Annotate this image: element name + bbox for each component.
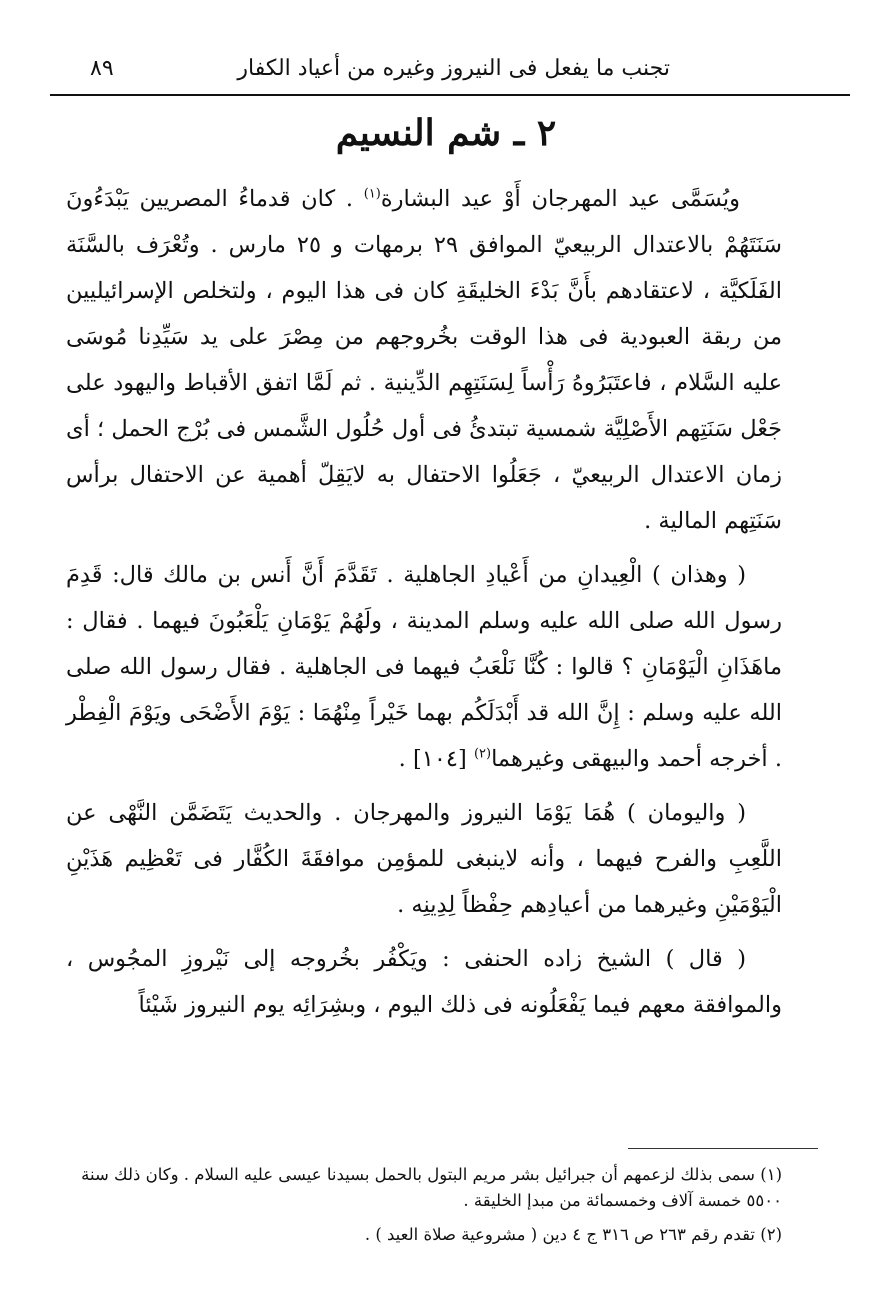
- paragraph: [66, 936, 782, 1028]
- paragraph-text: ( وهذان ) الْعِيدانِ من أَعْيادِ الجاهلية . تَقَدَّمَ أَنَّ أَنس بن مالك قال: قَدِمَ رسول الله صلى الله عليه وسلم المدينة ، ولَهُمْ يَوْمَانِ يَلْعَبُونَ فيهما . فقال : ماهَذَانِ الْيَوْمَانِ ؟ قالوا : كُنَّا نَلْعَبُ فيهما فى الجاهلية . فقال رسول الله صلى الله عليه وسلم : إِنَّ الله قد أَبْدَلَكُم بهما خَيْراً مِنْهُمَا : يَوْمَ الأَضْحَى ويَوْمَ الْفِطْر . أخرجه أحمد والبيهقى وغيرهما: [66, 562, 782, 772]
- running-title: تجنب ما يفعل فى النيروز وغيره من أعياد الكفار: [237, 56, 670, 81]
- running-header: [50, 54, 850, 96]
- paragraph: [66, 790, 782, 928]
- footnotes: [66, 1162, 782, 1256]
- paragraph-text: . كان قدماءُ المصريين يَبْدَءُونَ سَنَتَهُمْ بالاعتدال الربيعيّ الموافق ٢٩ برمهات و ٢٥ مارس . وتُعْرَف بالسَّنَة الفَلَكيَّة ، لاعتقادهم بأَنَّ بَدْءَ الخليقَةِ كان فى هذا اليوم ، ولتخلص الإسرائيليين من ربقة العبودية فى هذا الوقت بخُروجهم من مِصْرَ على يد سَيِّدِنا مُوسَى عليه السَّلام ، فاعتَبَرُوهُ رَأْساً لِسَنَتِهِم الدِّينية . ثم لَمَّا اتفق الأقباط واليهود على جَعْل سَنَتِهم الأَصْلِيَّة شمسية تبتدئُ فى أول حُلُول الشَّمس فى بُرْج الحمل ؛ أى زمان الاعتدال الربيعيّ ، جَعَلُوا الاحتفال به لايَقِلّ أهمية عن الاحتفال برأس سَنَتِهم المالية .: [66, 186, 782, 534]
- paragraph-text: ( واليومان ) هُمَا يَوْمَا النيروز والمهرجان . والحديث يَتَضَمَّن النَّهْى عن اللَّعِبِ والفرح فيهما ، وأنه لاينبغى للمؤمِن موافقَةَ الكُفَّار فى تَعْظِيم هَذَيْنِ الْيَوْمَيْنِ وغيرهما من أعيادِهم حِفْظاً لِدِينِه .: [66, 800, 782, 918]
- footnote-reference: (١): [363, 186, 381, 202]
- paragraph: [66, 176, 782, 544]
- footnote: (٢) تقدم رقم ٢٦٣ ص ٣١٦ ج ٤ دين ( مشروعية صلاة العيد ) .: [364, 1225, 782, 1244]
- page-number: ٨٩: [90, 56, 114, 81]
- section-title: ٢ ـ شم النسيم: [335, 112, 557, 154]
- paragraph-text: ويُسَمَّى عيد المهرجان أَوْ عيد البشارة: [380, 186, 740, 212]
- paragraph: [66, 552, 782, 782]
- paragraph-text: ( قال ) الشيخ زاده الحنفى : ويَكْفُر بخُروجه إلى نَيْروزِ المجُوس ، والموافقة معهم فيما يَفْعَلُونه فى ذلك اليوم ، وبشِرَائِه يوم النيروز شَيْئاً: [66, 946, 782, 1018]
- footnote-divider: [628, 1148, 818, 1149]
- footnote: (١) سمى بذلك لزعمهم أن جبرائيل بشر مريم البتول بالحمل بسيدنا عيسى عليه السلام . وكان ذلك سنة ٥٥٠٠ خمسة آلاف وخمسمائة من مبدإ الخليقة .: [81, 1165, 782, 1210]
- paragraph-text: [١٠٤] .: [398, 746, 474, 772]
- footnote-reference: (٢): [473, 746, 492, 762]
- body-text: [66, 176, 782, 1036]
